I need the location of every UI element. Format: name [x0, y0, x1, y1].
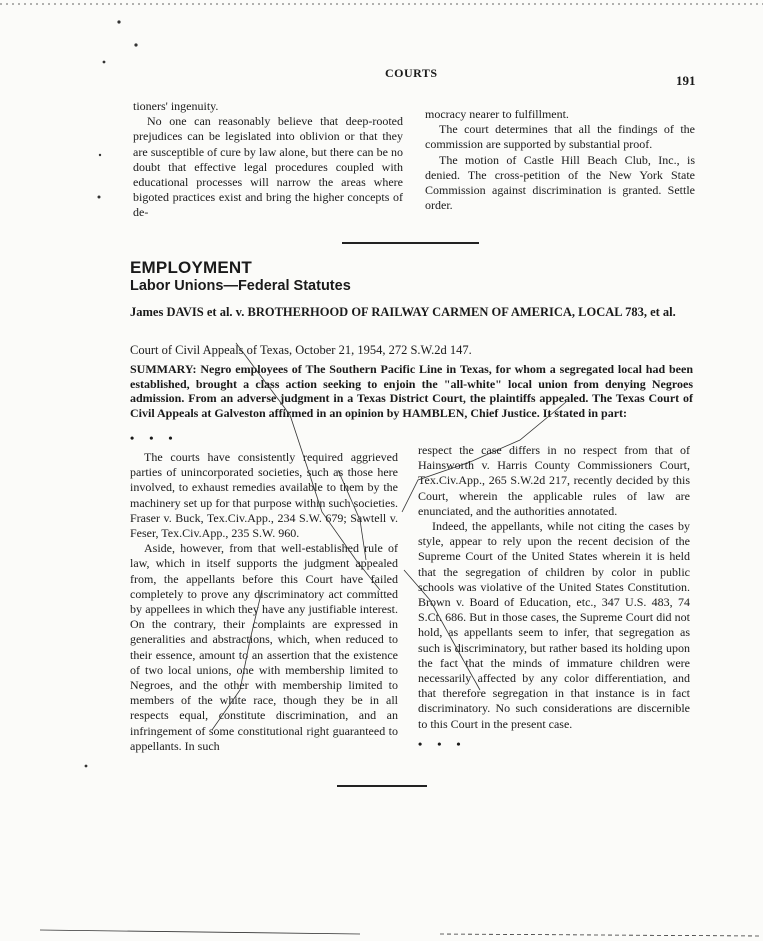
pencil-mark	[212, 590, 262, 730]
scan-edge-line	[40, 930, 360, 934]
running-header: COURTS	[385, 66, 438, 80]
speck	[99, 154, 101, 156]
case-title: James DAVIS et al. v. BROTHERHOOD OF RAILWAY CARMEN OF AMERICA, LOCAL 783, et al.	[130, 305, 676, 319]
paragraph: mocracy nearer to fulfillment.	[425, 107, 569, 121]
paragraph: tioners' ingenuity.	[133, 99, 219, 113]
ellipsis: • • •	[130, 431, 179, 445]
case-summary: SUMMARY: Negro employees of The Southern Pacific Line in Texas, for whom a segregated local had been established, brought a class action seeking to enjoin the "all-white" local union from denying Negroes admission. From an adverse judgment in a Texas District Court, the plaintiffs appealed. The Texas Court of Civil Appeals at Galveston affirmed in an opinion by HAMBLEN, Chief Justice. It stated in part:	[130, 362, 693, 420]
paragraph: respect the case differs in no respect from that of Hainsworth v. Harris County Commissioners Court, Tex.Civ.App., 265 S.W.2d 217, recently decided by this Court, wherein the applicable rules of law are enunciated, and the authorities annotated.	[418, 443, 690, 518]
court-citation: Court of Civil Appeals of Texas, October 21, 1954, 272 S.W.2d 147.	[130, 343, 472, 357]
pencil-mark	[402, 402, 566, 512]
ellipsis: • • •	[418, 737, 467, 751]
speck	[98, 196, 101, 199]
scan-edge-line	[440, 934, 760, 936]
section-heading: EMPLOYMENT	[130, 258, 252, 277]
paragraph: The motion of Castle Hill Beach Club, Inc., is denied. The cross-petition of the New York State Commission against discrimination is granted. Settle order.	[425, 152, 695, 213]
paragraph: The court determines that all the findings of the commission are supported by substantial proof.	[425, 122, 695, 152]
speck	[103, 61, 106, 64]
paragraph: No one can reasonably believe that deep-rooted prejudices can be legislated into oblivion or that they are susceptible of cure by law alone, but there can be no doubt that effective legal procedures coupled with educational processes will narrow the areas where bigoted practices exist and bring the higher concepts of de-	[133, 114, 403, 220]
pencil-mark	[236, 343, 380, 590]
page-number: 191	[676, 73, 696, 88]
paragraph: The courts have consistently required aggrieved parties of unincorporated societies, such as those here involved, to exhaust remedies available to them by the machinery set up for that purpose within such societies. Fraser v. Buck, Tex.Civ.App., 234 S.W. 679; Sawtell v. Feser, Tex.Civ.App., 235 S.W. 960.	[130, 450, 398, 541]
paragraph: Aside, however, from that well-established rule of law, which in itself supports the judgment appealed from, the appellants before this Court have failed completely to prove any discriminatory act committed by appellees in which they have any justifiable interest. On the contrary, their complaints are expressed in generalities and abstractions, which, when reduced to their essence, amount to an assertion that the existence of two local unions, one with membership limited to Negroes, and the other with membership limited to members of the white race, though they be in all respects equal, constitute discrimination, and an infringement of some constitutional right guaranteed to appellants. In such	[130, 541, 398, 753]
speck	[134, 43, 137, 46]
speck	[85, 765, 88, 768]
pencil-mark	[338, 470, 366, 560]
speck	[117, 20, 120, 23]
pencil-mark	[404, 570, 480, 690]
paragraph: Indeed, the appellants, while not citing the cases by style, appear to rely upon the recent decision of the Supreme Court of the United States wherein it is held that the segregation of children by color in public schools was violative of the United States Constitution. Brown v. Board of Education, etc., 347 U.S. 483, 74 S.Ct. 686. But in those cases, the Supreme Court did not hold, as appellants seem to infer, that segregation as such is discriminatory, but rather based its holding upon the fact that the minds of immature children were necessarily affected by any color differentiation, and that therefore segregation in that instance is in fact discriminatory. No such considerations are discernible to this Court in the present case.	[418, 519, 690, 731]
subsection-heading: Labor Unions—Federal Statutes	[130, 278, 351, 294]
